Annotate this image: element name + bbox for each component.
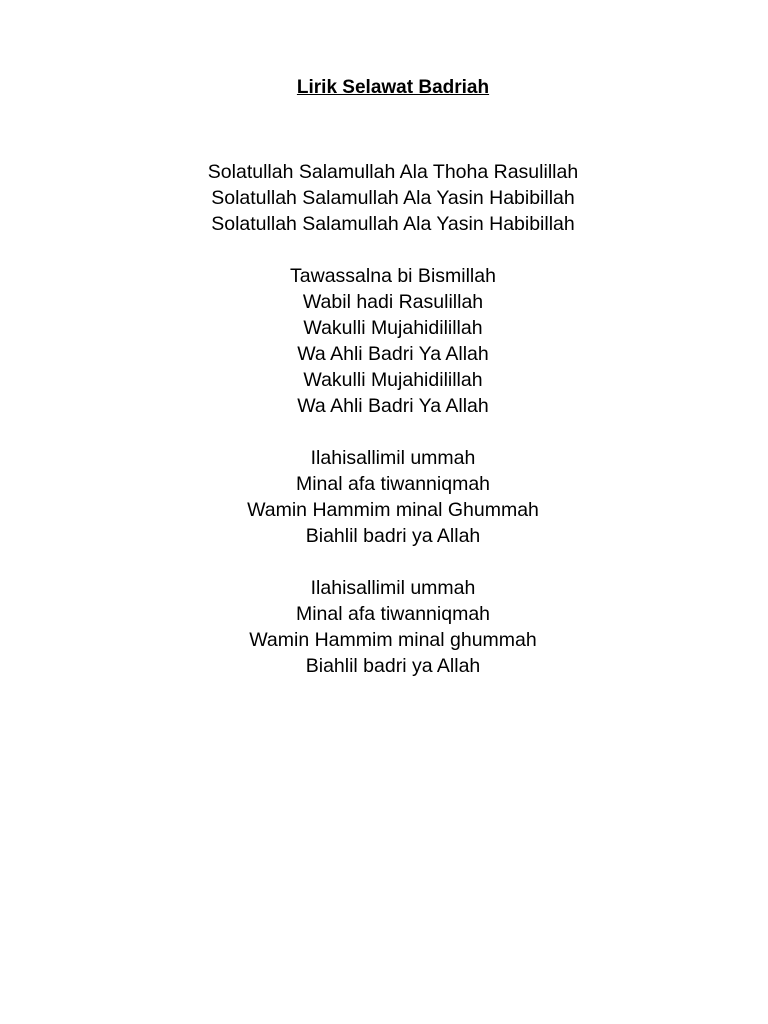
lyric-line: Biahlil badri ya Allah [305,655,481,677]
stanza-3 [0,445,768,549]
lyric-line: Biahlil badri ya Allah [305,525,481,547]
lyric-line: Ilahisallimil ummah [310,447,476,469]
lyrics-body [0,159,768,705]
stanza-1 [0,159,768,237]
lyric-line: Solatullah Salamullah Ala Yasin Habibillah [211,187,575,209]
lyric-line: Minal afa tiwanniqmah [295,473,491,495]
lyric-line: Wakulli Mujahidilillah [303,369,483,391]
lyric-line: Wamin Hammim minal ghummah [249,629,537,651]
lyric-line: Wa Ahli Badri Ya Allah [297,395,489,417]
lyric-line: Solatullah Salamullah Ala Thoha Rasulillah [207,161,579,183]
lyric-line: Wabil hadi Rasulillah [302,291,484,313]
lyric-line: Minal afa tiwanniqmah [295,603,491,625]
lyric-line: Solatullah Salamullah Ala Yasin Habibillah [211,213,575,235]
lyric-line: Wamin Hammim minal Ghummah [247,499,539,521]
lyric-line: Wakulli Mujahidilillah [303,317,483,339]
stanza-2 [0,263,768,419]
document-title: Lirik Selawat Badriah [296,77,490,98]
lyric-line: Ilahisallimil ummah [310,577,476,599]
stanza-4 [0,575,768,679]
lyric-line: Tawassalna bi Bismillah [290,265,496,287]
lyric-line: Wa Ahli Badri Ya Allah [297,343,489,365]
